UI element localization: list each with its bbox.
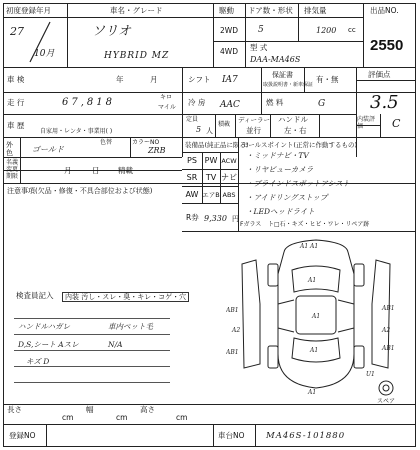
- equipment-item: ACW: [221, 157, 237, 165]
- dealer-label: ディーラー: [238, 116, 270, 124]
- equipment-title: 装備品(純正品に限る): [185, 141, 249, 149]
- equipment-item: エアB: [202, 191, 220, 199]
- shift-label: シフト: [188, 75, 211, 84]
- svg-text:AB1: AB1: [226, 307, 239, 314]
- handle-value: 左・右: [284, 126, 307, 135]
- length-unit: cm: [62, 413, 74, 422]
- precision-label: 精載: [118, 166, 133, 175]
- handle-label: ハンドル: [278, 115, 308, 124]
- vline: [213, 3, 214, 67]
- svg-text:A1: A1: [310, 347, 319, 354]
- f-glass-label: Fガラス: [240, 221, 262, 228]
- displacement-value: 1200: [316, 26, 337, 35]
- hline: [3, 157, 182, 158]
- damage-legend: ト□石・キズ・ヒビ・ワレ・リペア跡: [268, 221, 370, 228]
- chassis-label: 車台NO: [218, 431, 245, 440]
- vline: [255, 424, 256, 447]
- svg-text:AB1: AB1: [226, 349, 239, 356]
- interior-tags: 内装 汚し・スレ・臭・キレ・コゲ・穴: [62, 292, 189, 302]
- recall-month-label: 月: [64, 166, 72, 175]
- note-line-1: ハンドルハガレ: [18, 322, 70, 331]
- note-line: [14, 366, 170, 367]
- selling-points-title: セールスポイント(正常に作動するもの): [242, 141, 357, 149]
- length-label: 長さ: [7, 405, 22, 414]
- vline: [215, 114, 216, 137]
- note-line-2-detail: N/A: [108, 340, 123, 349]
- note-line: [14, 382, 170, 383]
- lot-number: 2550: [370, 37, 404, 54]
- capacity-label: 定員: [186, 116, 199, 123]
- hline: [182, 231, 416, 232]
- interior-label: 内装評価: [357, 116, 376, 130]
- note-line-1-detail: 車内ペット毛: [108, 322, 153, 331]
- slash-mark: [20, 17, 60, 67]
- ext-color-label: 外色: [6, 141, 13, 157]
- vline: [130, 137, 131, 157]
- vline: [319, 114, 320, 137]
- equipment-item: PW: [204, 156, 218, 165]
- inspection-label: 車 検: [7, 75, 25, 84]
- vline: [261, 67, 262, 92]
- svg-text:U1: U1: [366, 371, 375, 378]
- width-label: 幅: [86, 405, 94, 414]
- hline: [3, 137, 416, 138]
- color-no-label: カラーNO: [132, 139, 160, 146]
- equipment-item: PS: [187, 156, 197, 165]
- km-label: キロ: [160, 94, 173, 101]
- hline: [182, 203, 238, 204]
- hline: [3, 67, 416, 68]
- warranty-label: 保証書: [272, 71, 293, 79]
- displacement-unit: cc: [348, 26, 356, 34]
- svg-text:A1: A1: [312, 313, 321, 320]
- height-unit: cm: [176, 413, 188, 422]
- recall-day-label: 日: [92, 166, 100, 175]
- history-options: 自家用・レンタ・事業用( ): [40, 128, 113, 135]
- lot-label: 出品NO.: [370, 6, 399, 15]
- model-label: 型 式: [250, 43, 268, 52]
- inspector-label: 検査員記入: [16, 291, 54, 300]
- ac-label: 冷 房: [188, 98, 206, 107]
- equipment-item: ナビ: [221, 173, 237, 182]
- selling-point-item: ・ブラインドスポットアシスト: [246, 179, 350, 188]
- hline: [213, 41, 245, 42]
- hline: [3, 404, 416, 405]
- mile-label: マイル: [158, 104, 176, 111]
- fuel-label: 燃 料: [266, 98, 284, 107]
- drive-label: 駆動: [219, 6, 234, 15]
- capacity-unit: 人: [206, 127, 213, 135]
- overall-score: 3.5: [370, 92, 399, 113]
- shift-value: IA7: [222, 75, 238, 85]
- svg-text:A2: A2: [232, 327, 241, 334]
- vline: [67, 3, 68, 67]
- notes-title: 注意事項(欠品・修復・不具合部位および状態): [7, 187, 153, 195]
- svg-text:A1: A1: [308, 389, 317, 396]
- history-label: 車 歴: [7, 121, 25, 130]
- hline: [245, 41, 363, 42]
- vline: [235, 114, 236, 137]
- chassis-value: MA46S-101880: [266, 431, 346, 441]
- selling-point-item: ・アイドリングストップ: [246, 193, 328, 202]
- fuel-value: G: [318, 99, 326, 109]
- hline: [3, 92, 416, 93]
- vline: [213, 424, 214, 447]
- height-label: 高さ: [140, 405, 155, 414]
- svg-text:AB1: AB1: [382, 305, 395, 312]
- doors-value: 5: [258, 25, 264, 35]
- spare-label: スペア: [377, 398, 396, 405]
- vline: [270, 114, 271, 137]
- note-line-3: キズ D: [26, 357, 50, 366]
- reg-no-label: 登録NO: [9, 431, 36, 440]
- equipment-item: ABS: [222, 191, 236, 199]
- r-label: R券: [186, 213, 199, 222]
- vline: [182, 67, 183, 157]
- capacity-value: 5: [196, 125, 202, 134]
- vline: [20, 137, 21, 183]
- selling-point-item: ・LEDヘッドライト: [246, 207, 315, 216]
- inspection-month-label: 月: [150, 75, 158, 84]
- mileage-label: 走 行: [7, 98, 25, 107]
- width-unit: cm: [116, 413, 128, 422]
- note-line: [14, 318, 170, 319]
- warranty-sub: 取扱説明書・新車保証: [263, 82, 314, 88]
- change-label: 色替: [100, 139, 113, 146]
- vline: [363, 3, 364, 67]
- vline: [261, 92, 262, 114]
- ac-value: AAC: [220, 100, 240, 110]
- car-damage-diagram: [226, 234, 412, 404]
- first-reg-month: 10月: [34, 49, 55, 59]
- name-grade-label: 車名・グレード: [110, 6, 163, 15]
- svg-text:A2: A2: [382, 327, 391, 334]
- displacement-label: 排気量: [304, 6, 327, 15]
- svg-text:A1: A1: [308, 277, 317, 284]
- lot-type-label: 積載: [218, 121, 231, 128]
- warranty-value: 有・無: [316, 75, 339, 84]
- car-name: ソリオ: [92, 24, 131, 39]
- interior-score: C: [392, 117, 401, 130]
- r-value: 9,330: [204, 214, 227, 223]
- inspection-year-label: 年: [116, 75, 124, 84]
- model-value: DAA-MA46S: [250, 55, 301, 64]
- hline: [356, 80, 416, 81]
- first-reg-year: 27: [10, 25, 24, 38]
- ext-color: ゴールド: [32, 145, 64, 154]
- equipment-item: AW: [185, 190, 199, 199]
- hline: [3, 424, 416, 425]
- svg-text:AB1: AB1: [382, 345, 395, 352]
- doors-label: ドア数・形状: [248, 6, 293, 15]
- vline: [46, 424, 47, 447]
- selling-point-item: ・リヤビューカメラ: [246, 165, 314, 174]
- selling-point-item: ・ミッドナビ・TV: [246, 151, 309, 160]
- vline: [245, 3, 246, 67]
- grade: HYBRID MZ: [104, 51, 170, 61]
- mileage-value: 67,818: [62, 97, 115, 108]
- score-label: 評価点: [368, 70, 391, 79]
- drive-2wd: 2WD: [220, 26, 238, 35]
- equipment-item: SR: [186, 173, 198, 182]
- dealer-value: 並行: [246, 126, 261, 135]
- equipment-item: TV: [205, 173, 217, 182]
- recall-label: 名義変更期限: [6, 159, 19, 180]
- note-line: [14, 350, 170, 351]
- note-line-2: D,S,シート Aスレ: [18, 340, 79, 349]
- drive-4wd: 4WD: [220, 47, 238, 56]
- r-unit: 円: [232, 215, 239, 223]
- first-reg-label: 初度登録年月: [6, 6, 51, 15]
- svg-text:A1 A1: A1 A1: [300, 243, 319, 250]
- note-line: [14, 334, 170, 335]
- vline: [298, 3, 299, 41]
- color-no: ZRB: [148, 146, 166, 155]
- vline: [380, 114, 381, 137]
